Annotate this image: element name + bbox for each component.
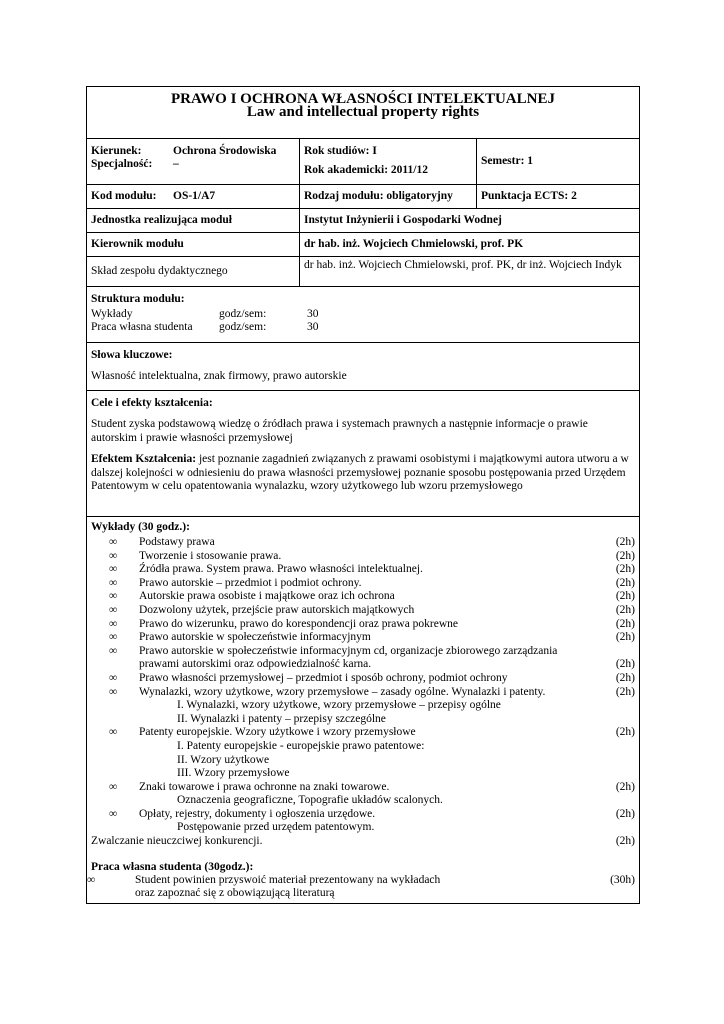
sklad-label: Skład zespołu dydaktycznego — [87, 257, 300, 287]
title-pl: PRAWO I OCHRONA WŁASNOŚCI INTELEKTUALNEJ — [171, 91, 555, 107]
cele-heading: Cele i efekty kształcenia: — [91, 397, 213, 409]
sklad-value: dr hab. inż. Wojciech Chmielowski, prof. PK, dr inż. Wojciech Indyk — [300, 257, 640, 287]
sub-wynalazki-2: II. Wynalazki i patenty – przepisy szczególne — [177, 712, 386, 725]
efekt-text: jest poznanie zagadnień związanych z prawami osobistymi i majątkowymi autora utworu a w dalszej kolejności w odniesieniu do prawa własności przemysłowej poznanie sposobu postępowania przed Urzędem Patentowym w celu opatentowania wynalazku, wzory użytkowego lub wzoru przemysłowego — [91, 453, 629, 493]
struktura-cell — [87, 287, 640, 343]
rok-cell — [300, 139, 477, 185]
list-item: ∞ Opłaty, rejestry, dokumenty i ogłoszenia urzędowe. (2h) — [109, 807, 636, 820]
list-item: ∞ Patenty europejskie. Wzory użytkowe i wzory przemysłowe (2h) — [109, 726, 636, 739]
sub-patenty-1: I. Patenty europejskie - europejskie prawo patentowe: — [177, 739, 425, 752]
syllabus-document — [86, 86, 639, 904]
kierunek-label: Kierunek: — [91, 145, 142, 157]
cele-cell — [87, 391, 640, 517]
rok-studiow: Rok studiów: I — [304, 145, 377, 157]
title-en: Law and intellectual property rights — [246, 104, 480, 120]
semestr-cell: Semestr: 1 — [477, 139, 640, 185]
wyklady-cell — [87, 517, 640, 904]
efekt-paragraph — [91, 453, 635, 494]
list-item: ∞ Prawo autorskie w społeczeństwie informacyjnym cd, organizacje zbiorowego zarządzania prawami autorskimi oraz odpowiedzialność karna. (2h) — [109, 644, 636, 671]
struktura-row-praca: Praca własna studenta godz/sem: 30 — [91, 321, 319, 333]
list-item: ∞ Źródła prawa. System prawa. Prawo własności intelektualnej. (2h) — [109, 563, 636, 576]
list-item: ∞ Prawo autorskie – przedmiot i podmiot ochrony. (2h) — [109, 576, 636, 589]
list-item: ∞ Podstawy prawa (2h) — [109, 536, 636, 548]
struktura-heading: Struktura modułu: — [91, 293, 185, 305]
list-item: ∞ Prawo własności przemysłowej – przedmiot i sposób ochrony, podmiot ochrony (2h) — [109, 671, 636, 684]
kod-cell — [87, 185, 300, 209]
cele-text: Student zyska podstawową wiedzę o źródłach prawa i systemach prawnych a następnie informacje o prawie autorskim i prawie własności przemysłowej — [91, 418, 588, 444]
kod-value: OS-1/A7 — [173, 190, 216, 202]
praca-line: ∞ Student powinien przyswoić materiał prezentowany na wykładach (30h) — [87, 873, 636, 886]
list-item: ∞ Tworzenie i stosowanie prawa. (2h) — [109, 549, 636, 562]
jednostka-value: Instytut Inżynierii i Gospodarki Wodnej — [300, 209, 640, 233]
rok-akademicki: Rok akademicki: 2011/12 — [304, 164, 428, 176]
wyklady-heading: Wykłady (30 godz.): — [91, 521, 190, 533]
list-item: ∞ Prawo do wizerunku, prawo do korespondencji oraz prawa pokrewne (2h) — [109, 617, 636, 630]
sub-wynalazki-1: I. Wynalazki, wzory użytkowe, wzory przemysłowe – przepisy ogólne — [177, 699, 501, 712]
kierunek-cell — [87, 139, 300, 185]
specjalnosc-label: Specjalność: — [91, 158, 153, 170]
syllabus-table — [86, 86, 640, 904]
list-item: ∞ Prawo autorskie w społeczeństwie informacyjnym (2h) — [109, 631, 636, 644]
jednostka-label: Jednostka realizująca moduł — [87, 209, 300, 233]
list-item: ∞ Znaki towarowe i prawa ochronne na znaki towarowe. (2h) — [109, 780, 636, 793]
praca-heading: Praca własna studenta (30godz.): — [91, 860, 254, 873]
sub-patenty-3: III. Wzory przemysłowe — [177, 767, 290, 780]
sub-znaki: Oznaczenia geograficzne, Topografie układów scalonych. — [177, 794, 443, 807]
kod-label: Kod modułu: — [91, 190, 157, 202]
punktacja-cell: Punktacja ECTS: 2 — [477, 185, 640, 209]
specjalnosc-value: – — [173, 158, 179, 170]
sub-oplaty: Postępowanie przed urzędem patentowym. — [177, 821, 375, 834]
kierownik-value: dr hab. inż. Wojciech Chmielowski, prof. PK — [300, 233, 640, 257]
kierunek-value: Ochrona Środowiska — [173, 145, 277, 157]
title-cell — [87, 87, 640, 139]
list-item-last: Zwalczanie nieuczciwej konkurencji. (2h) — [91, 835, 636, 848]
struktura-row-wyklady: Wykłady godz/sem: 30 — [91, 308, 319, 320]
slowa-text: Własność intelektualna, znak firmowy, prawo autorskie — [91, 370, 347, 382]
slowa-heading: Słowa kluczowe: — [91, 349, 173, 361]
sub-patenty-2: II. Wzory użytkowe — [177, 753, 270, 766]
rodzaj-cell: Rodzaj modułu: obligatoryjny — [300, 185, 477, 209]
efekt-label: Efektem Kształcenia: — [91, 453, 197, 466]
kierownik-label: Kierownik modułu — [87, 233, 300, 257]
wyklady-list — [91, 536, 635, 699]
list-item: ∞ Wynalazki, wzory użytkowe, wzory przemysłowe – zasady ogólne. Wynalazki i patenty. (2h) — [109, 685, 636, 698]
slowa-cell — [87, 343, 640, 391]
list-item: ∞ Autorskie prawa osobiste i majątkowe oraz ich ochrona (2h) — [109, 590, 636, 603]
praca-line-2: oraz zapoznać się z obowiązującą literaturą — [135, 887, 335, 900]
list-item: ∞ Dozwolony użytek, przejście praw autorskich majątkowych (2h) — [109, 603, 636, 616]
